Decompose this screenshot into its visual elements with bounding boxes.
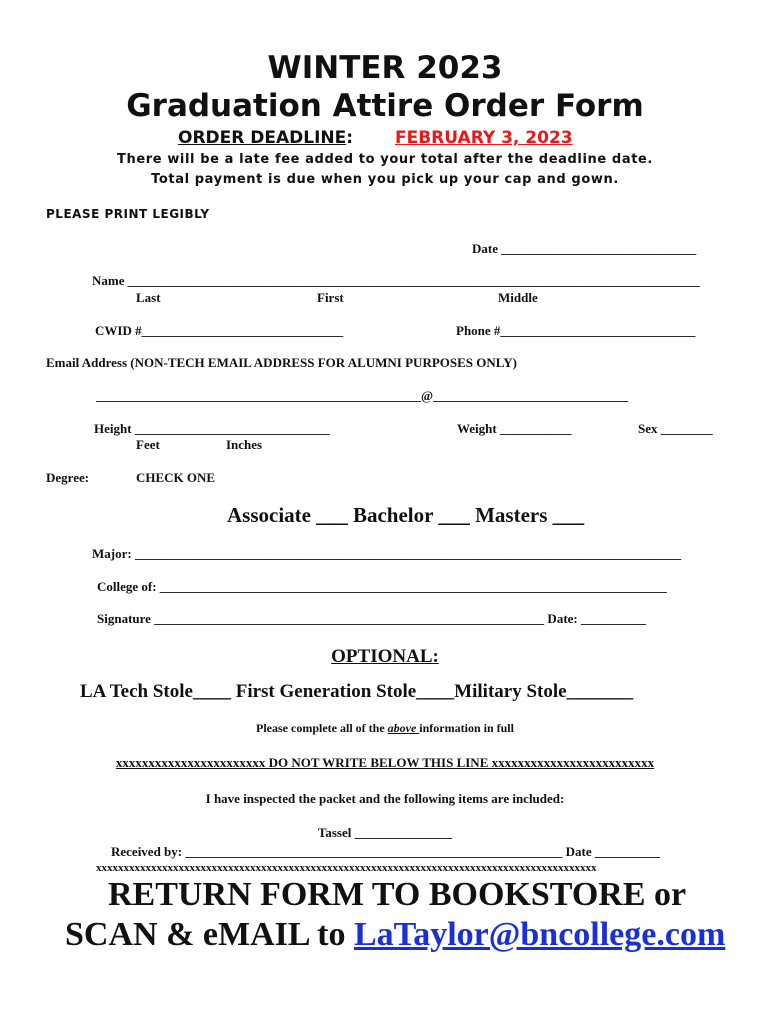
do-not-write-divider: xxxxxxxxxxxxxxxxxxxxxxx DO NOT WRITE BELOW THIS LINE xxxxxxxxxxxxxxxxxxxxxxxxx <box>115 755 655 770</box>
signature-field[interactable]: Signature ____________________________________________________________ Date: __________ <box>97 611 647 626</box>
received-by-field: Received by: __________________________________________________________ Date __________ <box>111 844 660 859</box>
form-title-line2: Graduation Attire Order Form <box>126 88 644 124</box>
late-fee-notice: There will be a late fee added to your total after the deadline date. <box>117 152 653 167</box>
weight-field[interactable]: Weight ___________ <box>457 421 572 436</box>
form-title-line1: WINTER 2023 <box>267 50 503 86</box>
name-field[interactable]: Name ________________________________________________________________________________________ <box>92 273 700 288</box>
phone-field[interactable]: Phone #______________________________ <box>456 323 696 338</box>
sex-field[interactable]: Sex ________ <box>638 421 713 436</box>
complete-info-prefix: Please complete all of the <box>256 721 388 735</box>
email-label: Email Address (NON-TECH EMAIL ADDRESS FOR ALUMNI PURPOSES ONLY) <box>46 355 517 370</box>
name-middle-label: Middle <box>498 290 538 305</box>
deadline-colon: : <box>346 128 354 148</box>
print-legibly-instruction: PLEASE PRINT LEGIBLY <box>46 207 210 221</box>
return-instruction: RETURN FORM TO BOOKSTORE or <box>108 876 687 913</box>
name-first-label: First <box>317 290 344 305</box>
degree-label: Degree: <box>46 470 90 485</box>
complete-info-suffix: information in full <box>419 721 514 735</box>
name-last-label: Last <box>136 290 161 305</box>
email-instruction <box>65 916 725 954</box>
deadline-label: ORDER DEADLINE <box>178 128 347 148</box>
payment-notice: Total payment is due when you pick up your cap and gown. <box>151 172 619 187</box>
height-feet-label: Feet <box>136 437 160 452</box>
college-field[interactable]: College of: ______________________________________________________________________________ <box>97 579 667 594</box>
optional-heading: OPTIONAL: <box>331 646 439 667</box>
tassel-field: Tassel _______________ <box>317 825 453 840</box>
date-field[interactable]: Date ______________________________ <box>472 241 697 256</box>
height-inches-label: Inches <box>226 437 263 452</box>
bookstore-email-link[interactable]: LaTaylor@bncollege.com <box>353 916 726 953</box>
email-instruction-prefix: SCAN & eMAIL to <box>65 916 354 953</box>
major-field[interactable]: Major: ____________________________________________________________________________________ <box>92 546 681 561</box>
email-field[interactable]: __________________________________________________@______________________________ <box>96 388 629 403</box>
degree-options[interactable]: Associate ___ Bachelor ___ Masters ___ <box>227 503 585 527</box>
degree-check-one: CHECK ONE <box>136 470 216 485</box>
cwid-field[interactable]: CWID #_______________________________ <box>95 323 344 338</box>
deadline-date: FEBRUARY 3, 2023 <box>395 128 573 148</box>
deadline-row <box>178 128 573 148</box>
inspection-statement: I have inspected the packet and the following items are included: <box>205 791 565 806</box>
complete-info-note <box>0 721 770 736</box>
stole-options[interactable]: LA Tech Stole____ First Generation Stole____Military Stole_______ <box>80 681 634 702</box>
height-field[interactable]: Height ______________________________ <box>94 421 330 436</box>
complete-info-emphasis: above <box>387 721 420 735</box>
x-divider-row: xxxxxxxxxxxxxxxxxxxxxxxxxxxxxxxxxxxxxxxxxxxxxxxxxxxxxxxxxxxxxxxxxxxxxxxxxxxxxxxxxxxxxxxxxxx <box>96 862 597 874</box>
